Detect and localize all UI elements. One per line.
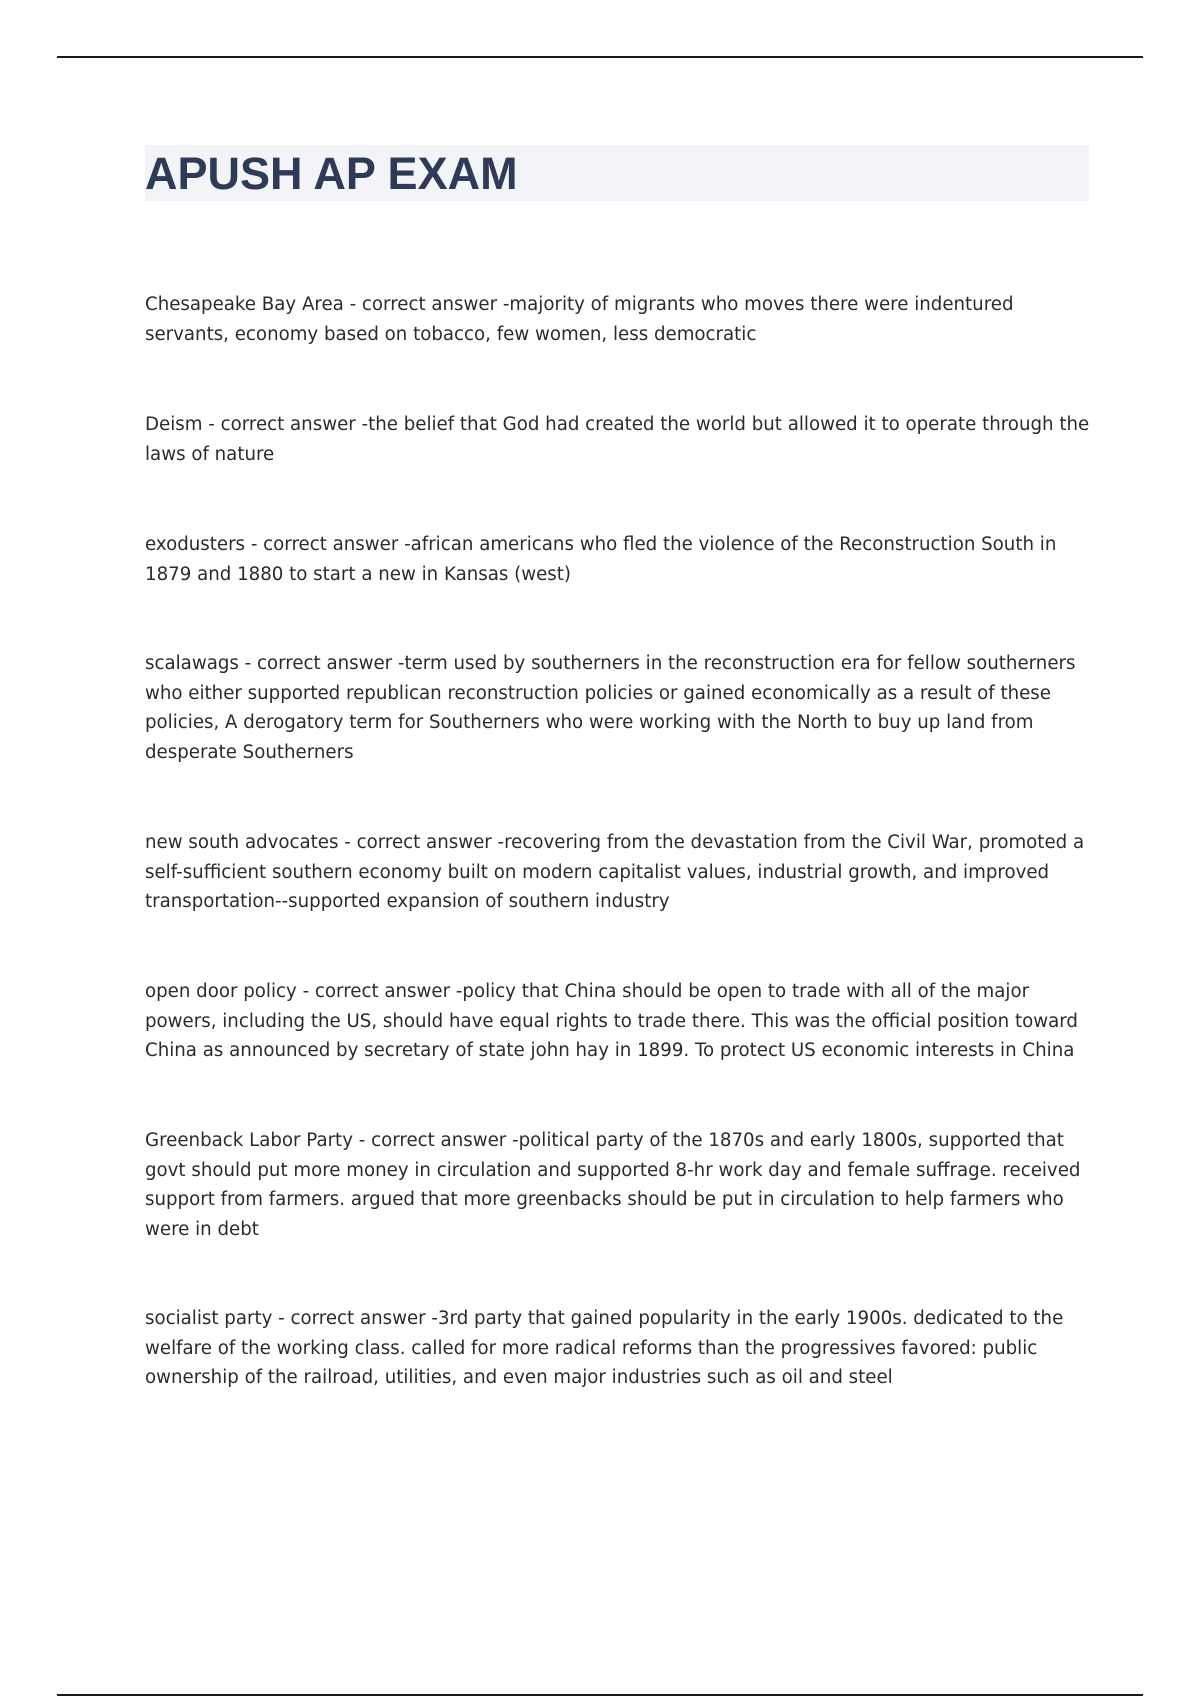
entry-greenback-labor-party bbox=[145, 1126, 1090, 1244]
entry-separator: - correct answer - bbox=[272, 1308, 438, 1329]
entry-separator: - correct answer - bbox=[245, 534, 411, 555]
entry-new-south-advocates bbox=[145, 828, 1090, 917]
document-title: APUSH AP EXAM bbox=[145, 148, 518, 199]
entry-definition: political party of the 1870s and early 1800s, supported that govt should put more money in circulation and supported 8-hr work day and female suffrage. received support from farmers. argued that more greenbacks should be put in circulation to help farmers who were in debt bbox=[145, 1130, 1081, 1240]
entry-definition: african americans who fled the violence of the Reconstruction South in 1879 and 1880 to start a new in Kansas (west) bbox=[145, 534, 1057, 585]
entry-term: Deism bbox=[145, 414, 203, 435]
bottom-rule bbox=[57, 1694, 1143, 1696]
entry-term: Chesapeake Bay Area bbox=[145, 294, 344, 315]
entry-scalawags bbox=[145, 649, 1090, 767]
entry-term: open door policy bbox=[145, 981, 297, 1002]
entry-term: exodusters bbox=[145, 534, 246, 555]
entry-socialist-party bbox=[145, 1304, 1090, 1393]
entry-open-door-policy bbox=[145, 977, 1090, 1066]
entry-separator: - correct answer - bbox=[343, 294, 510, 315]
entry-term: socialist party bbox=[145, 1308, 273, 1329]
entry-definition: term used by southerners in the reconstruction era for fellow southerners who either supported republican reconstruction policies or gained economically as a result of these policies, A derogatory term for Southerners who were working with the North to buy up land from desperate Southerners bbox=[145, 653, 1076, 763]
entry-separator: - correct answer - bbox=[338, 832, 505, 853]
entry-deism bbox=[145, 410, 1090, 469]
entry-definition: policy that China should be open to trade with all of the major powers, including the US, should have equal rights to trade there. This was the official position toward China as announced by secretary of state john hay in 1899. To protect US economic interests in China bbox=[145, 981, 1078, 1061]
entry-chesapeake-bay-area bbox=[145, 290, 1090, 349]
entry-term: scalawags bbox=[145, 653, 239, 674]
entry-definition: 3rd party that gained popularity in the early 1900s. dedicated to the welfare of the working class. called for more radical reforms than the progressives favored: public ownership of the railroad, utilities, and even major industries such as oil and steel bbox=[145, 1308, 1064, 1388]
entry-definition: recovering from the devastation from the Civil War, promoted a self-sufficient southern economy built on modern capitalist values, industrial growth, and improved transportation--supported expansion of southern industry bbox=[145, 832, 1085, 912]
entry-separator: - correct answer - bbox=[202, 414, 369, 435]
entry-term: new south advocates bbox=[145, 832, 339, 853]
entry-separator: - correct answer - bbox=[238, 653, 405, 674]
entry-definition: the belief that God had created the world but allowed it to operate through the laws of nature bbox=[145, 414, 1090, 465]
entry-term: Greenback Labor Party bbox=[145, 1130, 353, 1151]
entry-definition: majority of migrants who moves there were indentured servants, economy based on tobacco, few women, less democratic bbox=[145, 294, 1014, 345]
entry-separator: - correct answer - bbox=[296, 981, 463, 1002]
entry-exodusters bbox=[145, 530, 1090, 589]
top-rule bbox=[57, 56, 1143, 58]
entry-separator: - correct answer - bbox=[352, 1130, 519, 1151]
